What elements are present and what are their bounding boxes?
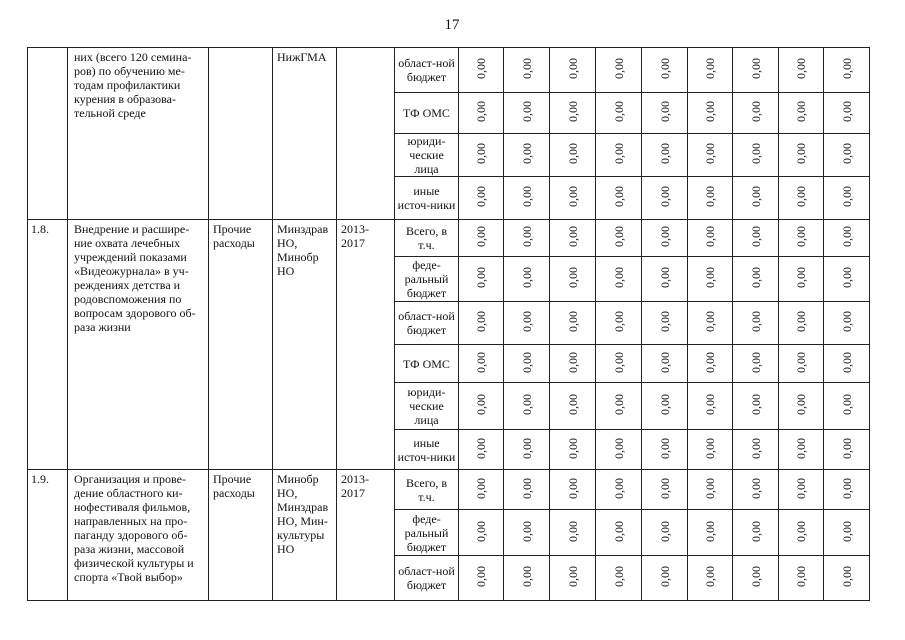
amount-cell	[596, 177, 642, 220]
amount-cell	[688, 177, 733, 220]
funding-source: ТФ ОМС	[395, 93, 459, 134]
amount-value: 0,00	[611, 351, 626, 373]
amount-cell	[550, 177, 596, 220]
amount-cell	[504, 556, 550, 601]
funding-source: феде-ральный бюджет	[395, 257, 459, 302]
amount-value: 0,00	[519, 566, 534, 587]
amount-cell	[596, 257, 642, 302]
amount-cell	[550, 302, 596, 345]
amount-cell	[504, 220, 550, 257]
amount-value: 0,00	[839, 58, 854, 79]
amount-cell	[733, 48, 779, 93]
amount-value: 0,00	[839, 101, 854, 122]
amount-value: 0,00	[611, 101, 626, 122]
amount-cell	[779, 177, 824, 220]
amount-value: 0,00	[657, 520, 672, 542]
amount-cell	[733, 430, 779, 470]
amount-value: 0,00	[839, 437, 854, 459]
amount-cell	[733, 470, 779, 510]
amount-value: 0,00	[839, 143, 854, 164]
amount-value: 0,00	[794, 267, 808, 288]
amount-cell	[459, 257, 504, 302]
amount-value: 0,00	[794, 394, 808, 415]
amount-cell	[642, 220, 688, 257]
amount-value: 0,00	[703, 101, 717, 122]
amount-cell	[504, 93, 550, 134]
amount-value: 0,00	[657, 311, 672, 332]
amount-cell	[688, 510, 733, 556]
expense-type	[209, 48, 273, 220]
amount-cell	[596, 430, 642, 470]
amount-value: 0,00	[565, 58, 580, 79]
amount-value: 0,00	[611, 58, 626, 79]
amount-cell	[596, 134, 642, 177]
amount-cell	[733, 345, 779, 383]
amount-value: 0,00	[657, 437, 672, 459]
amount-value: 0,00	[565, 186, 580, 207]
amount-value: 0,00	[474, 566, 488, 587]
amount-value: 0,00	[519, 311, 534, 332]
funding-source: Всего, в т.ч.	[395, 220, 459, 257]
measure-name: Организация и прове-дение областного ки-нофестиваля фильмов, направленных на про-паганду здорового об-раза жизни, массовой физической культуры и спорта «Твой выбор»	[68, 470, 209, 601]
table-row	[28, 48, 870, 93]
funding-source: юриди-ческие лица	[395, 383, 459, 430]
amount-cell	[733, 177, 779, 220]
amount-value: 0,00	[839, 311, 854, 332]
amount-cell	[550, 93, 596, 134]
amount-cell	[688, 345, 733, 383]
amount-value: 0,00	[474, 58, 488, 79]
amount-value: 0,00	[748, 143, 763, 164]
amount-cell	[824, 257, 870, 302]
amount-cell	[550, 430, 596, 470]
amount-value: 0,00	[565, 566, 580, 587]
amount-cell	[459, 345, 504, 383]
amount-value: 0,00	[657, 267, 672, 288]
amount-value: 0,00	[748, 267, 763, 288]
amount-cell	[596, 345, 642, 383]
amount-value: 0,00	[474, 437, 488, 459]
funding-table	[27, 47, 870, 601]
amount-value: 0,00	[519, 437, 534, 459]
amount-cell	[733, 510, 779, 556]
funding-source: област-ной бюджет	[395, 556, 459, 601]
amount-cell	[688, 470, 733, 510]
funding-source: ТФ ОМС	[395, 345, 459, 383]
amount-cell	[550, 556, 596, 601]
amount-cell	[779, 48, 824, 93]
amount-value: 0,00	[565, 311, 580, 332]
amount-cell	[824, 510, 870, 556]
amount-cell	[550, 470, 596, 510]
expense-type: Прочие расходы	[209, 220, 273, 470]
amount-value: 0,00	[748, 101, 763, 122]
amount-cell	[596, 220, 642, 257]
amount-cell	[824, 48, 870, 93]
amount-value: 0,00	[657, 186, 672, 207]
amount-value: 0,00	[519, 226, 534, 247]
amount-cell	[779, 257, 824, 302]
amount-cell	[550, 48, 596, 93]
amount-value: 0,00	[748, 58, 763, 79]
amount-value: 0,00	[839, 226, 854, 247]
amount-cell	[504, 48, 550, 93]
amount-value: 0,00	[839, 186, 854, 207]
amount-value: 0,00	[474, 394, 488, 415]
amount-cell	[596, 383, 642, 430]
amount-value: 0,00	[474, 186, 488, 207]
amount-value: 0,00	[474, 351, 488, 373]
amount-cell	[596, 556, 642, 601]
amount-value: 0,00	[748, 566, 763, 587]
amount-value: 0,00	[611, 566, 626, 587]
amount-value: 0,00	[794, 477, 808, 499]
amount-cell	[688, 257, 733, 302]
amount-cell	[779, 383, 824, 430]
amount-value: 0,00	[611, 311, 626, 332]
amount-value: 0,00	[474, 226, 488, 247]
funding-source: иные источ-ники	[395, 430, 459, 470]
amount-value: 0,00	[657, 566, 672, 587]
amount-cell	[688, 383, 733, 430]
amount-value: 0,00	[474, 311, 488, 332]
amount-value: 0,00	[657, 394, 672, 415]
amount-value: 0,00	[519, 351, 534, 373]
amount-value: 0,00	[657, 351, 672, 373]
item-number	[28, 48, 68, 220]
amount-cell	[596, 302, 642, 345]
amount-cell	[642, 48, 688, 93]
funding-source: област-ной бюджет	[395, 302, 459, 345]
amount-cell	[824, 345, 870, 383]
amount-cell	[642, 134, 688, 177]
amount-value: 0,00	[519, 477, 534, 499]
amount-value: 0,00	[794, 143, 808, 164]
amount-cell	[550, 257, 596, 302]
amount-cell	[824, 134, 870, 177]
amount-value: 0,00	[748, 520, 763, 542]
amount-cell	[733, 556, 779, 601]
amount-cell	[459, 177, 504, 220]
funding-source: юриди-ческие лица	[395, 134, 459, 177]
period-years	[337, 48, 395, 220]
amount-value: 0,00	[703, 267, 717, 288]
amount-value: 0,00	[565, 143, 580, 164]
amount-value: 0,00	[565, 394, 580, 415]
amount-cell	[824, 556, 870, 601]
amount-cell	[459, 302, 504, 345]
amount-value: 0,00	[794, 226, 808, 247]
table-row	[28, 220, 870, 257]
amount-value: 0,00	[794, 311, 808, 332]
amount-cell	[459, 48, 504, 93]
amount-value: 0,00	[611, 226, 626, 247]
amount-value: 0,00	[474, 520, 488, 542]
amount-value: 0,00	[519, 143, 534, 164]
amount-value: 0,00	[839, 394, 854, 415]
executor: Минобр НО, Минздрав НО, Мин-культуры НО	[273, 470, 337, 601]
amount-cell	[688, 556, 733, 601]
amount-value: 0,00	[565, 226, 580, 247]
amount-value: 0,00	[611, 394, 626, 415]
amount-value: 0,00	[748, 311, 763, 332]
amount-cell	[459, 470, 504, 510]
amount-value: 0,00	[519, 394, 534, 415]
funding-source: иные источ-ники	[395, 177, 459, 220]
amount-cell	[504, 430, 550, 470]
amount-cell	[688, 134, 733, 177]
amount-value: 0,00	[565, 351, 580, 373]
amount-cell	[459, 383, 504, 430]
amount-value: 0,00	[703, 58, 717, 79]
amount-cell	[550, 510, 596, 556]
amount-value: 0,00	[839, 520, 854, 542]
amount-cell	[642, 345, 688, 383]
amount-value: 0,00	[474, 101, 488, 122]
amount-cell	[550, 383, 596, 430]
amount-value: 0,00	[748, 351, 763, 373]
amount-value: 0,00	[794, 437, 808, 459]
expense-type: Прочие расходы	[209, 470, 273, 601]
amount-value: 0,00	[519, 101, 534, 122]
amount-value: 0,00	[474, 477, 488, 499]
amount-cell	[504, 345, 550, 383]
amount-cell	[779, 302, 824, 345]
amount-value: 0,00	[703, 311, 717, 332]
amount-value: 0,00	[794, 101, 808, 122]
amount-value: 0,00	[657, 58, 672, 79]
amount-cell	[504, 177, 550, 220]
amount-value: 0,00	[611, 186, 626, 207]
amount-cell	[504, 510, 550, 556]
amount-cell	[642, 510, 688, 556]
amount-cell	[733, 93, 779, 134]
amount-cell	[504, 302, 550, 345]
amount-value: 0,00	[657, 477, 672, 499]
amount-value: 0,00	[703, 394, 717, 415]
amount-value: 0,00	[703, 477, 717, 499]
amount-cell	[504, 257, 550, 302]
amount-value: 0,00	[703, 566, 717, 587]
amount-cell	[688, 93, 733, 134]
amount-cell	[733, 257, 779, 302]
amount-cell	[779, 556, 824, 601]
table-row	[28, 470, 870, 510]
amount-cell	[779, 220, 824, 257]
amount-value: 0,00	[748, 394, 763, 415]
amount-value: 0,00	[474, 143, 488, 164]
amount-value: 0,00	[611, 437, 626, 459]
amount-cell	[459, 556, 504, 601]
amount-value: 0,00	[748, 437, 763, 459]
amount-cell	[504, 134, 550, 177]
funding-source: област-ной бюджет	[395, 48, 459, 93]
item-number: 1.9.	[28, 470, 68, 601]
amount-cell	[642, 302, 688, 345]
amount-cell	[824, 220, 870, 257]
amount-cell	[733, 134, 779, 177]
amount-cell	[642, 383, 688, 430]
amount-value: 0,00	[519, 58, 534, 79]
amount-cell	[596, 48, 642, 93]
amount-value: 0,00	[565, 520, 580, 542]
amount-cell	[824, 93, 870, 134]
amount-value: 0,00	[565, 101, 580, 122]
amount-value: 0,00	[703, 520, 717, 542]
amount-cell	[733, 383, 779, 430]
amount-value: 0,00	[611, 520, 626, 542]
amount-cell	[459, 430, 504, 470]
funding-source: Всего, в т.ч.	[395, 470, 459, 510]
amount-cell	[824, 302, 870, 345]
amount-value: 0,00	[611, 477, 626, 499]
amount-cell	[504, 383, 550, 430]
amount-cell	[688, 220, 733, 257]
amount-cell	[642, 470, 688, 510]
measure-name: них (всего 120 семина-ров) по обучению ме-тодам профилактики курения в образова-тельной среде	[68, 48, 209, 220]
item-number: 1.8.	[28, 220, 68, 470]
amount-cell	[779, 470, 824, 510]
amount-value: 0,00	[657, 143, 672, 164]
amount-cell	[459, 134, 504, 177]
amount-value: 0,00	[565, 477, 580, 499]
amount-value: 0,00	[703, 226, 717, 247]
amount-cell	[504, 470, 550, 510]
amount-cell	[459, 93, 504, 134]
amount-value: 0,00	[703, 437, 717, 459]
amount-value: 0,00	[748, 477, 763, 499]
amount-value: 0,00	[611, 267, 626, 288]
amount-value: 0,00	[657, 226, 672, 247]
amount-value: 0,00	[611, 143, 626, 164]
amount-cell	[824, 430, 870, 470]
amount-cell	[733, 220, 779, 257]
amount-cell	[596, 93, 642, 134]
amount-cell	[688, 48, 733, 93]
amount-cell	[688, 302, 733, 345]
amount-cell	[779, 93, 824, 134]
amount-cell	[779, 510, 824, 556]
amount-cell	[642, 430, 688, 470]
amount-cell	[459, 510, 504, 556]
amount-value: 0,00	[657, 101, 672, 122]
amount-cell	[642, 177, 688, 220]
funding-source: феде-ральный бюджет	[395, 510, 459, 556]
amount-cell	[642, 93, 688, 134]
amount-value: 0,00	[748, 226, 763, 247]
amount-cell	[642, 556, 688, 601]
amount-value: 0,00	[703, 143, 717, 164]
amount-value: 0,00	[519, 186, 534, 207]
period-years: 2013-2017	[337, 220, 395, 470]
amount-value: 0,00	[839, 351, 854, 373]
amount-value: 0,00	[748, 186, 763, 207]
amount-value: 0,00	[794, 58, 808, 79]
amount-cell	[824, 470, 870, 510]
amount-cell	[779, 345, 824, 383]
amount-cell	[779, 134, 824, 177]
amount-cell	[779, 430, 824, 470]
executor: НижГМА	[273, 48, 337, 220]
amount-value: 0,00	[794, 186, 808, 207]
amount-value: 0,00	[839, 566, 854, 587]
period-years: 2013-2017	[337, 470, 395, 601]
amount-value: 0,00	[519, 520, 534, 542]
amount-cell	[688, 430, 733, 470]
page-number: 17	[444, 17, 460, 33]
measure-name: Внедрение и расшире-ние охвата лечебных учреждений показами «Видеожурнала» в уч-реждениях детства и родовспоможения по вопросам здорового об-раза жизни	[68, 220, 209, 470]
amount-cell	[596, 510, 642, 556]
amount-value: 0,00	[474, 267, 488, 288]
amount-value: 0,00	[703, 351, 717, 373]
amount-cell	[824, 177, 870, 220]
amount-value: 0,00	[794, 520, 808, 542]
amount-value: 0,00	[794, 351, 808, 373]
executor: Минздрав НО, Минобр НО	[273, 220, 337, 470]
amount-cell	[459, 220, 504, 257]
amount-value: 0,00	[839, 477, 854, 499]
amount-cell	[733, 302, 779, 345]
amount-value: 0,00	[794, 566, 808, 587]
amount-cell	[550, 220, 596, 257]
amount-value: 0,00	[839, 267, 854, 288]
amount-cell	[596, 470, 642, 510]
amount-cell	[550, 345, 596, 383]
amount-value: 0,00	[519, 267, 534, 288]
amount-value: 0,00	[565, 437, 580, 459]
amount-value: 0,00	[703, 186, 717, 207]
amount-value: 0,00	[565, 267, 580, 288]
amount-cell	[642, 257, 688, 302]
amount-cell	[824, 383, 870, 430]
amount-cell	[550, 134, 596, 177]
